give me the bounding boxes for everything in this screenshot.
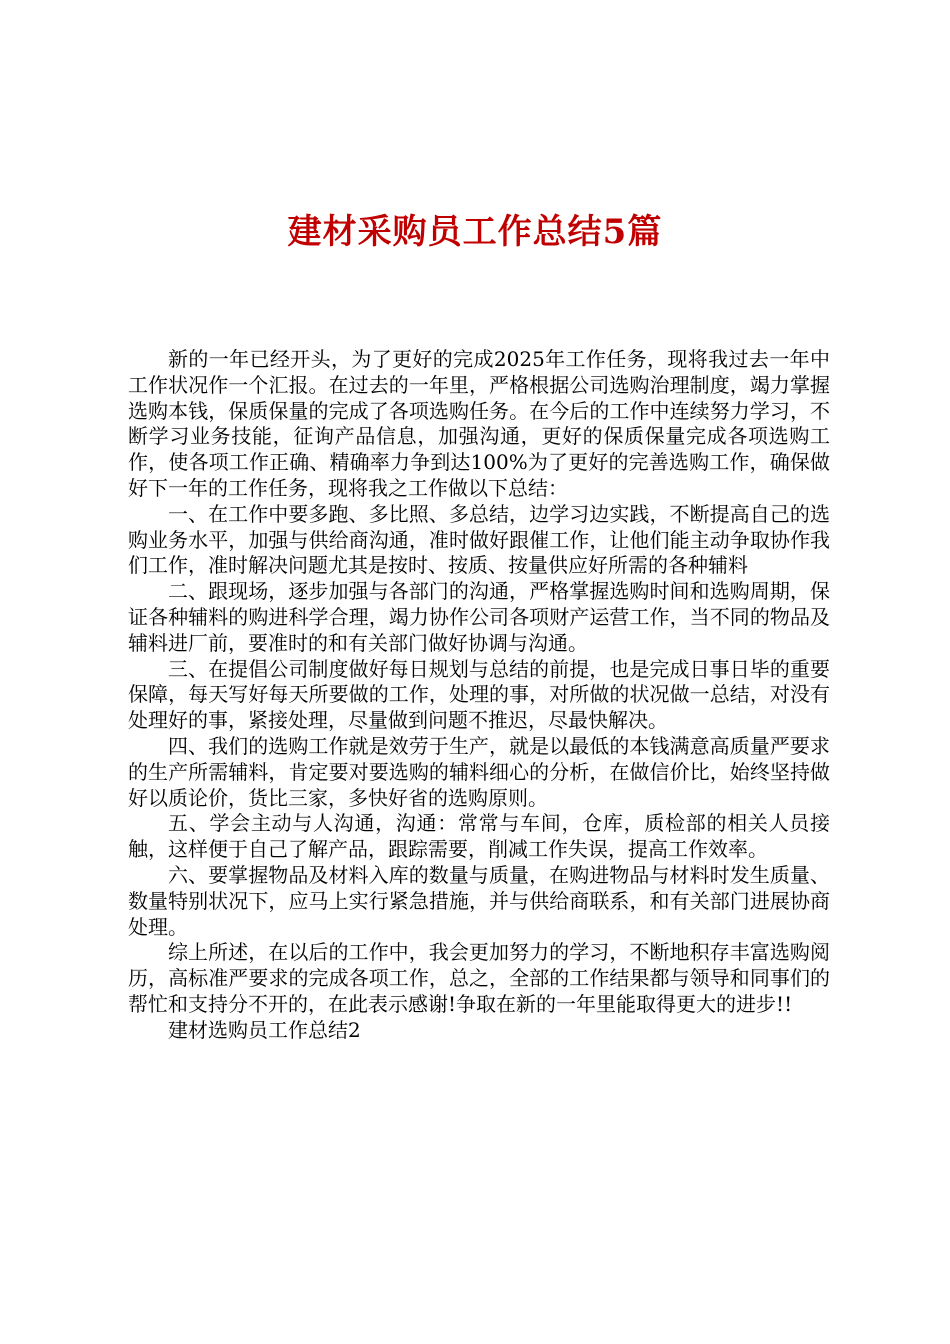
document-title: 建材采购员工作总结5篇	[287, 212, 663, 252]
paragraph-point-3: 三、在提倡公司制度做好每日规划与总结的前提，也是完成日事日毕的重要保障，每天写好每天所要做的工作，处理的事，对所做的状况做一总结，对没有处理好的事，紧接处理，尽量做到问题不推迟，尽最快解决。	[128, 656, 830, 733]
section-heading-2: 建材选购员工作总结2	[168, 1017, 361, 1042]
paragraph-point-2: 二、跟现场，逐步加强与各部门的沟通，严格掌握选购时间和选购周期，保证各种辅料的购进科学合理，竭力协作公司各项财产运营工作，当不同的物品及辅料进厂前，要准时的和有关部门做好协调与沟通。	[128, 579, 830, 655]
paragraph-intro: 新的一年已经开头，为了更好的完成2025年工作任务，现将我过去一年中工作状况作一个汇报。在过去的一年里，严格根据公司选购治理制度，竭力掌握选购本钱，保质保量的完成了各项选购任务。在今后的工作中连续努力学习，不断学习业务技能，征询产品信息，加强沟通，更好的保质保量完成各项选购工作，使各项工作正确、精确率力争到达100%为了更好的完善选购工作，确保做好下一年的工作任务，现将我之工作做以下总结：	[128, 347, 830, 500]
paragraph-point-1: 一、在工作中要多跑、多比照、多总结，边学习边实践，不断提高自己的选购业务水平，加强与供给商沟通，准时做好跟催工作，让他们能主动争取协作我们工作，准时解决问题尤其是按时、按质、按量供应好所需的各种辅料	[128, 501, 830, 578]
document-body	[128, 347, 830, 1044]
paragraph-point-6: 六、要掌握物品及材料入库的数量与质量，在购进物品与材料时发生质量、数量特别状况下，应马上实行紧急措施，并与供给商联系，和有关部门进展协商处理。	[128, 862, 830, 939]
paragraph-point-5: 五、学会主动与人沟通，沟通：常常与车间，仓库，质检部的相关人员接触，这样便于自己了解产品，跟踪需要，削减工作失误，提高工作效率。	[128, 811, 830, 862]
paragraph-point-4: 四、我们的选购工作就是效劳于生产，就是以最低的本钱满意高质量严要求的生产所需辅料，肯定要对要选购的辅料细心的分析，在做信价比，始终坚持做好以质论价，货比三家，多快好省的选购原则。	[128, 733, 830, 810]
paragraph-conclusion: 综上所述，在以后的工作中，我会更加努力的学习，不断地积存丰富选购阅历，高标准严要求的完成各项工作，总之，全部的工作结果都与领导和同事们的帮忙和支持分不开的，在此表示感谢!争取在新的一年里能取得更大的进步!!	[128, 940, 830, 1016]
